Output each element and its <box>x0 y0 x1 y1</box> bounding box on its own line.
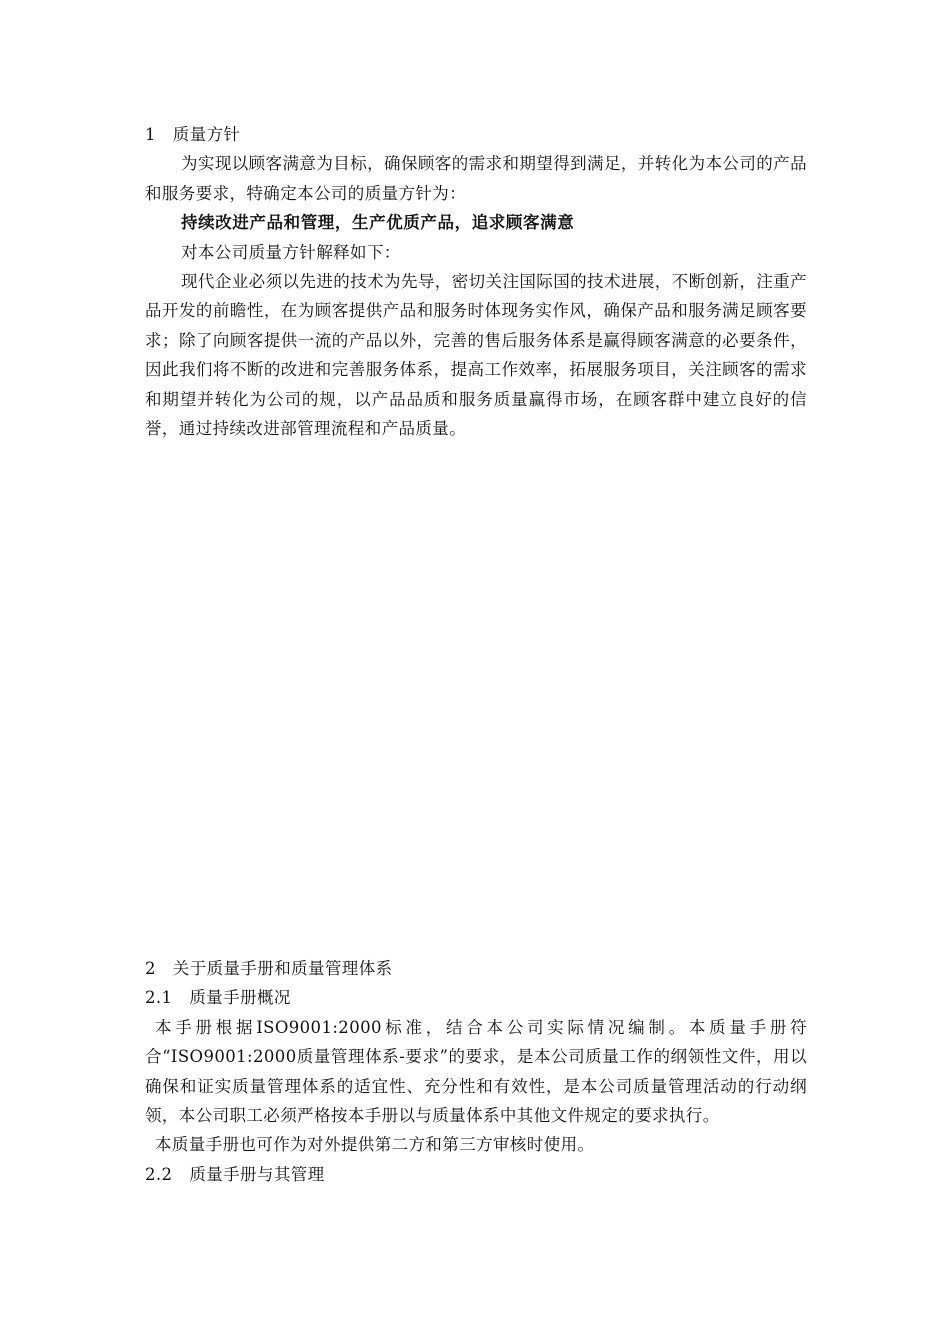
section-heading: 2 关于质量手册和质量管理体系 <box>145 959 393 978</box>
explanation-paragraph: 现代企业必须以先进的技术为先导，密切关注国际国的技术进展，不断创新，注重产品开发的前瞻性，在为顾客提供产品和服务时体现务实作风，确保产品和服务满足顾客要求；除了向顾客提供一流的产品以外，完善的售后服务体系是赢得顾客满意的必要条件，因此我们将不断的改进和完善服务体系，提高工作效率，拓展服务项目，关注顾客的需求和期望并转化为公司的规，以产品品质和服务质量赢得市场，在顾客群中建立良好的信誉，通过持续改进部管理流程和产品质量。 <box>145 272 807 439</box>
quality-policy-statement: 持续改进产品和管理，生产优质产品，追求顾客满意 <box>181 213 575 233</box>
subsection-heading: 2.2 质量手册与其管理 <box>145 1164 325 1184</box>
section-quality-policy <box>145 120 807 443</box>
explanation-lead: 对本公司质量方针解释如下： <box>181 242 401 262</box>
section-heading: 1 质量方针 <box>145 125 241 144</box>
subsection-heading: 2.1 质量手册概况 <box>145 988 291 1008</box>
manual-usage-paragraph: 本质量手册也可作为对外提供第二方和第三方审核时使用。 <box>155 1135 595 1155</box>
section-quality-manual <box>145 954 807 1189</box>
intro-paragraph: 为实现以顾客满意为目标，确保顾客的需求和期望得到满足，并转化为本公司的产品和服务要求，特确定本公司的质量方针为： <box>145 154 807 203</box>
manual-overview-paragraph: 本手册根据ISO9001:2000标准，结合本公司实际情况编制。本质量手册符合“ISO9001:2000质量管理体系-要求”的要求，是本公司质量工作的纲领性文件，用以确保和证实质量管理体系的适宜性、充分性和有效性，是本公司质量管理活动的行动纲领，本公司职工必须严格按本手册以与质量体系中其他文件规定的要求执行。 <box>145 1017 807 1126</box>
